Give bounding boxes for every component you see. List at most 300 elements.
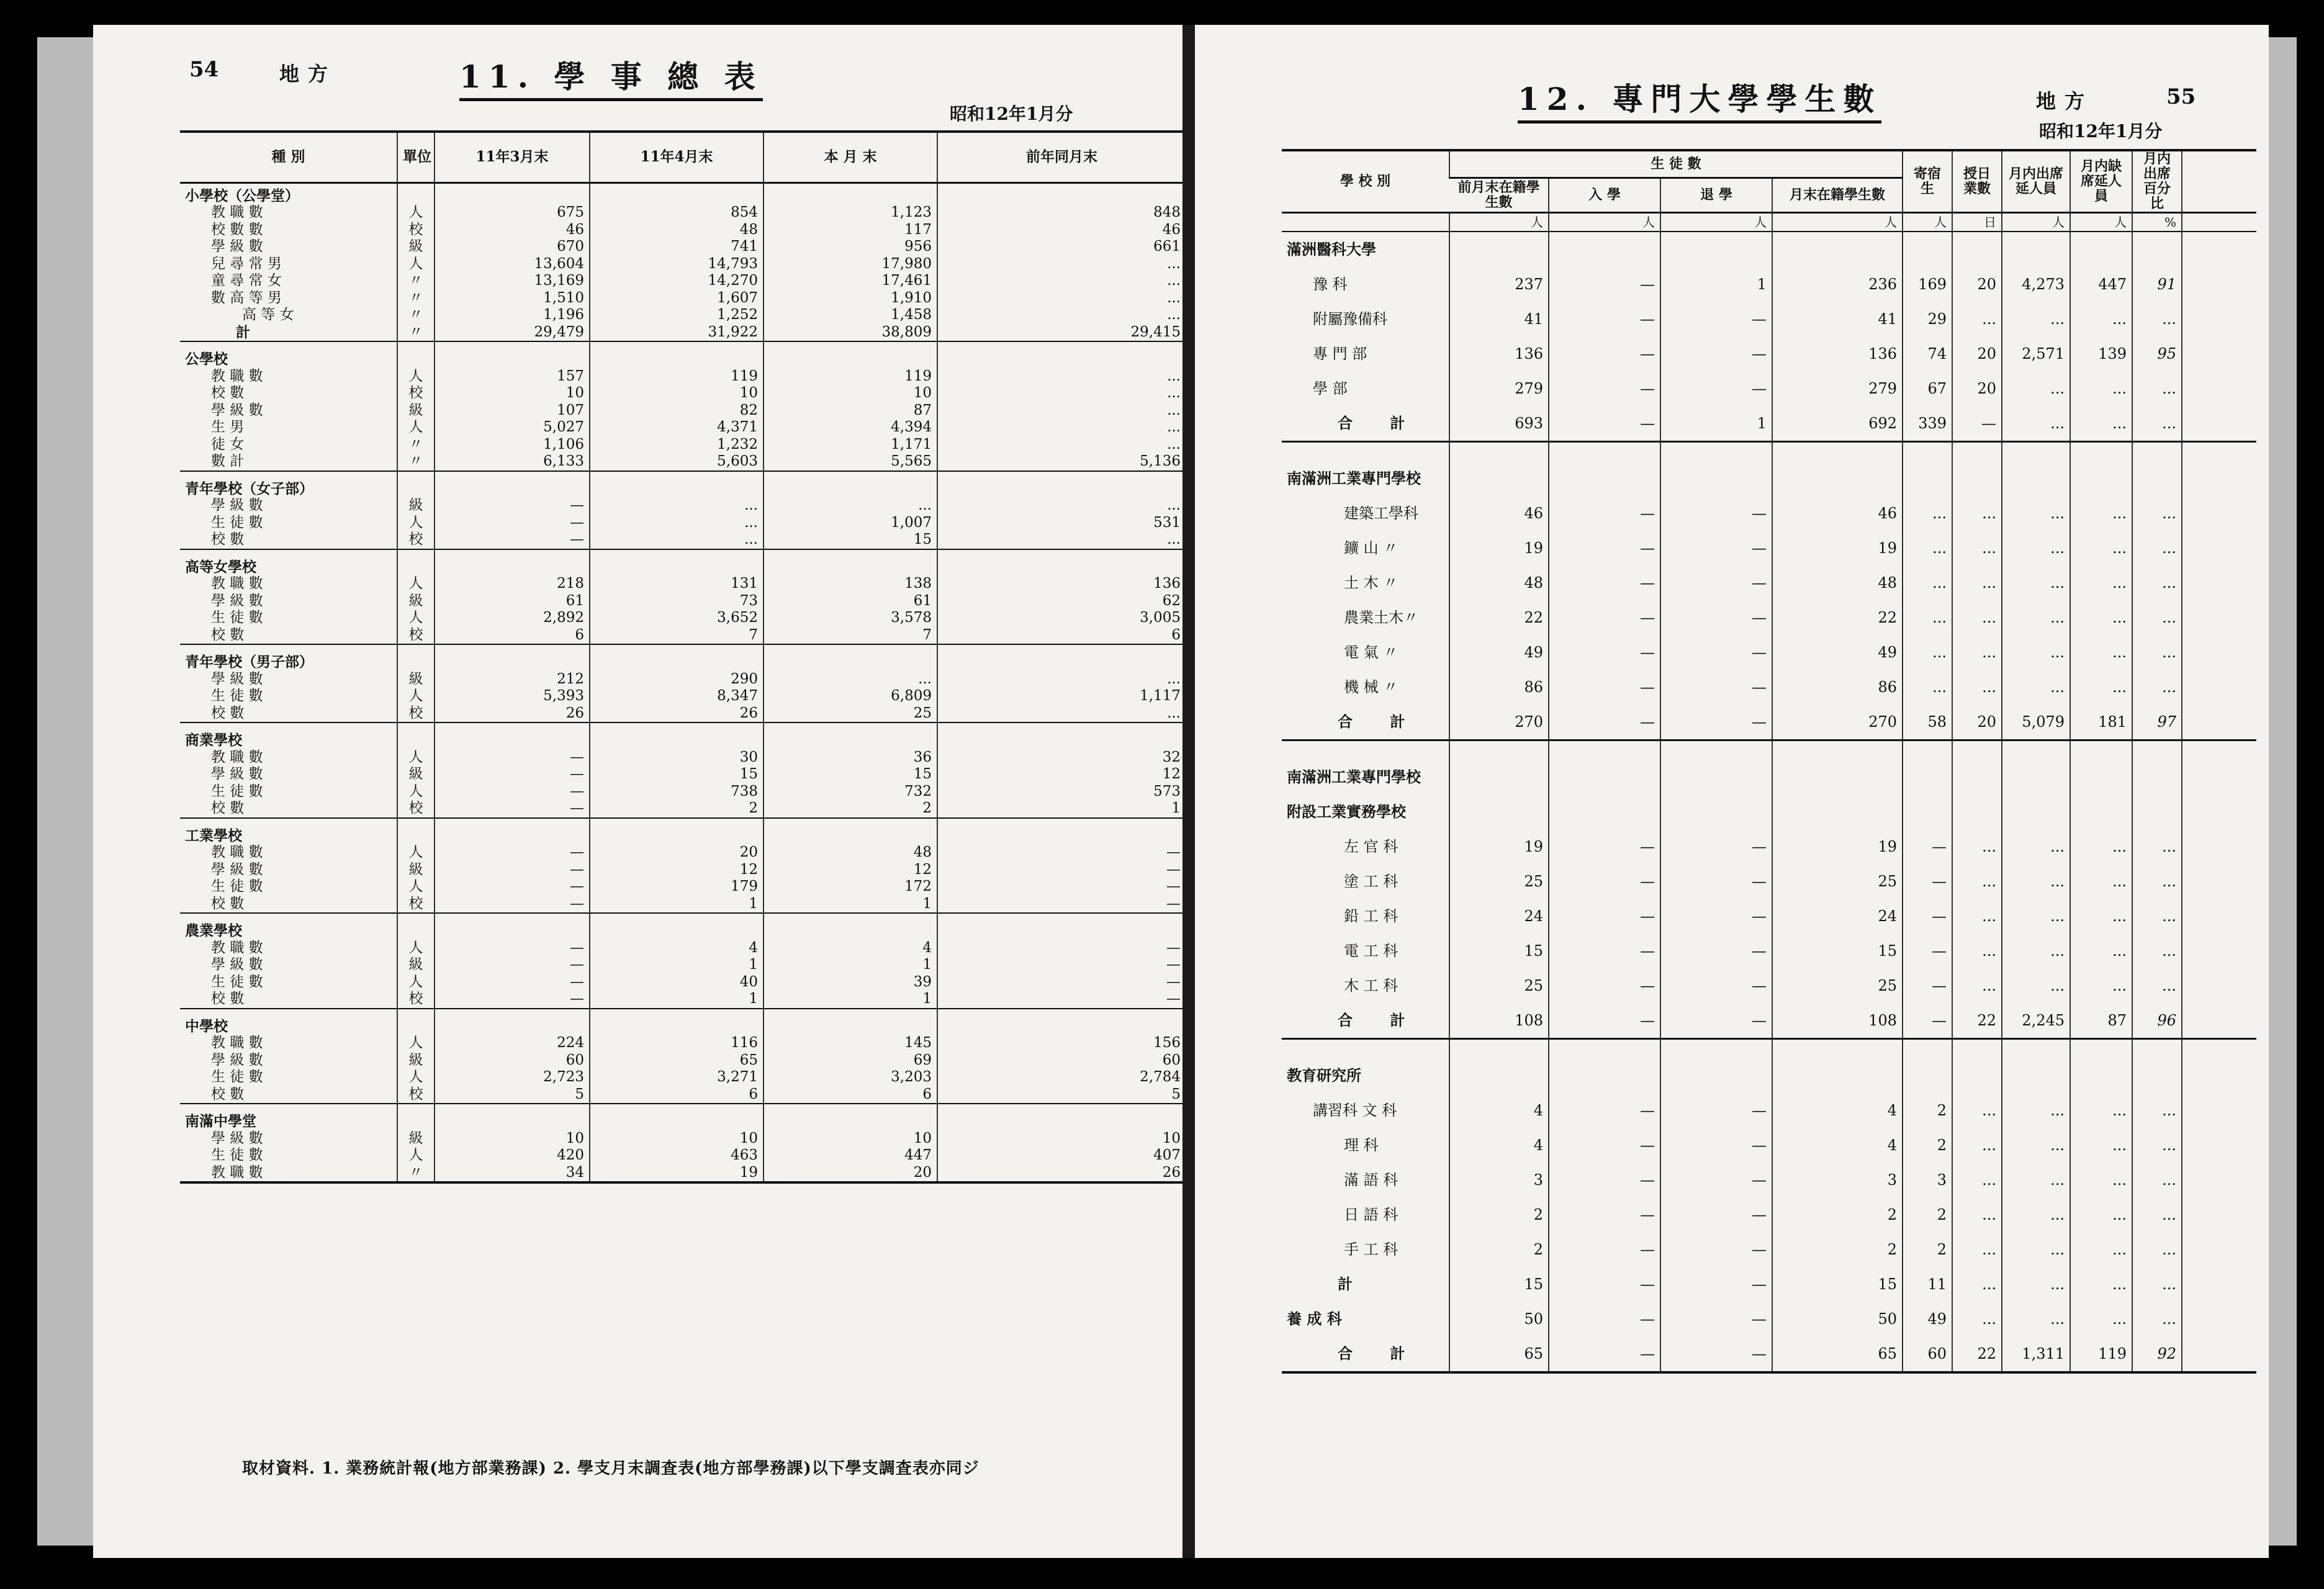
cell-value: 25 xyxy=(763,705,937,723)
col-header: 本 月 末 xyxy=(763,132,937,182)
cell-value: 3,652 xyxy=(590,610,763,627)
cell-value xyxy=(1660,441,1772,496)
row-label: 高等女學校 xyxy=(180,549,397,576)
cell-value xyxy=(2070,232,2132,267)
table-row xyxy=(180,238,1186,256)
table-row xyxy=(1282,600,2256,635)
page-title: 12. 專門大學學生數 xyxy=(1518,74,1881,124)
cell-value: 108 xyxy=(1449,1003,1549,1039)
cell-value: 6 xyxy=(937,627,1186,645)
cell-value: ... xyxy=(1952,1267,2002,1302)
cell-value xyxy=(2002,441,2070,496)
col-header: 退 學 xyxy=(1660,178,1772,212)
cell-value: 87 xyxy=(763,402,937,420)
row-label: 教 職 數 xyxy=(211,844,263,860)
cell-value: ... xyxy=(2132,1197,2182,1232)
cell-value: 25 xyxy=(1772,864,1903,899)
unit-row xyxy=(1282,212,2256,232)
row-unit: 人 xyxy=(397,256,435,273)
table-row xyxy=(1282,829,2256,864)
cell-value: — xyxy=(1549,1336,1660,1372)
row-label: 學 級 數 xyxy=(211,1130,263,1146)
cell-value xyxy=(1772,740,1903,794)
row-label: 合 計 xyxy=(1338,413,1421,432)
cell-value: — xyxy=(937,844,1186,862)
cell-value: 49 xyxy=(1903,1302,1952,1336)
cell-value: 30 xyxy=(590,749,763,767)
cell-value: 2 xyxy=(1449,1232,1549,1267)
cell-value: 6,809 xyxy=(763,688,937,705)
cell-value: 31,922 xyxy=(590,324,763,342)
cell-value: ... xyxy=(1903,496,1952,531)
row-unit xyxy=(397,341,435,368)
cell-value: 48 xyxy=(590,222,763,239)
row-label: 木 工 科 xyxy=(1344,976,1398,994)
cell-value xyxy=(435,1104,590,1130)
cell-value: ... xyxy=(1903,565,1952,600)
cell-value: 270 xyxy=(1449,704,1549,740)
row-label: 學 級 數 xyxy=(211,497,263,513)
row-label: 教 職 數 xyxy=(211,204,263,220)
cell-value: 50 xyxy=(1449,1302,1549,1336)
cell-value: ... xyxy=(937,402,1186,420)
row-label: 生 徒 數 xyxy=(211,973,263,990)
cell-value: — xyxy=(1549,1093,1660,1128)
table-row xyxy=(180,593,1186,610)
cell-value: 48 xyxy=(763,844,937,862)
cell-value: ... xyxy=(2070,496,2132,531)
row-label: 校 數 xyxy=(211,800,245,816)
cell-value: ... xyxy=(2002,829,2070,864)
cell-value: 1,007 xyxy=(763,515,937,532)
table-row xyxy=(180,368,1186,385)
cell-value: 26 xyxy=(435,705,590,723)
cell-value: 741 xyxy=(590,238,763,256)
cell-value: 22 xyxy=(1952,1336,2002,1372)
cell-value xyxy=(1449,232,1549,267)
page-number: 55 xyxy=(2166,84,2196,109)
table-row xyxy=(180,222,1186,239)
cell-value xyxy=(1903,740,1952,794)
cell-value: 279 xyxy=(1772,371,1903,406)
cell-value: 1,123 xyxy=(763,204,937,222)
row-unit: 校 xyxy=(397,385,435,402)
cell-value: 4 xyxy=(1772,1128,1903,1163)
table-row xyxy=(180,896,1186,914)
unit-label: % xyxy=(2132,212,2182,232)
row-unit: 校 xyxy=(397,627,435,645)
cell-value xyxy=(590,1009,763,1035)
table-row xyxy=(180,256,1186,273)
row-label: 學 級 數 xyxy=(211,592,263,609)
row-unit: 〃 xyxy=(397,324,435,342)
cell-value: 5,079 xyxy=(2002,704,2070,740)
cell-value: 17,980 xyxy=(763,256,937,273)
table-row xyxy=(1282,496,2256,531)
table-row xyxy=(180,644,1186,671)
cell-value xyxy=(937,471,1186,498)
cell-value xyxy=(937,1104,1186,1130)
cell-value: ... xyxy=(2132,1302,2182,1336)
cell-value: 5,136 xyxy=(937,453,1186,471)
cell-value: ... xyxy=(2070,406,2132,442)
cell-value: ... xyxy=(2132,1267,2182,1302)
table-row xyxy=(1282,1163,2256,1197)
cell-value: 692 xyxy=(1772,406,1903,442)
cell-value: — xyxy=(1660,496,1772,531)
cell-value: 87 xyxy=(2070,1003,2132,1039)
cell-value: ... xyxy=(2070,565,2132,600)
row-label: 徒 女 xyxy=(211,436,245,452)
cell-value: — xyxy=(1660,1302,1772,1336)
cell-value: 693 xyxy=(1449,406,1549,442)
cell-value xyxy=(435,913,590,940)
row-unit: 級 xyxy=(397,1052,435,1069)
cell-value xyxy=(763,471,937,498)
cell-value: 61 xyxy=(435,593,590,610)
cell-value: ... xyxy=(2002,302,2070,336)
cell-value xyxy=(1660,740,1772,794)
cell-value xyxy=(2070,441,2132,496)
cell-value xyxy=(590,549,763,576)
cell-value: ... xyxy=(2002,1197,2070,1232)
cell-value: ... xyxy=(2002,406,2070,442)
col-header: 單位 xyxy=(397,132,435,182)
cell-value: 181 xyxy=(2070,704,2132,740)
cell-value: 58 xyxy=(1903,704,1952,740)
cell-value: ... xyxy=(2070,371,2132,406)
cell-value: — xyxy=(1660,670,1772,704)
cell-value: 6 xyxy=(590,1086,763,1104)
row-label: 農業土木〃 xyxy=(1344,608,1418,626)
row-label: 校 數 xyxy=(211,991,245,1007)
cell-value: ... xyxy=(937,256,1186,273)
cell-value: — xyxy=(1549,496,1660,531)
cell-value: ... xyxy=(2070,1163,2132,1197)
cell-value: 15 xyxy=(1449,1267,1549,1302)
row-label: 養 成 科 xyxy=(1287,1309,1342,1328)
row-unit xyxy=(397,818,435,845)
table-row xyxy=(180,783,1186,801)
cell-value: 92 xyxy=(2132,1336,2182,1372)
table-row xyxy=(180,878,1186,896)
cell-value: 1,510 xyxy=(435,290,590,307)
table-row xyxy=(1282,1128,2256,1163)
cell-value: — xyxy=(937,862,1186,879)
table-row xyxy=(180,575,1186,593)
cell-value: — xyxy=(435,844,590,862)
table-row xyxy=(180,385,1186,402)
cell-value: 573 xyxy=(937,783,1186,801)
row-unit: 校 xyxy=(397,1086,435,1104)
col-header: 月内出席百分比 xyxy=(2132,150,2182,212)
cell-value: ... xyxy=(2002,1267,2070,1302)
cell-value: 463 xyxy=(590,1147,763,1164)
cell-value: — xyxy=(435,940,590,957)
cell-value: 138 xyxy=(763,575,937,593)
table-row xyxy=(1282,1336,2256,1372)
row-label: 合 計 xyxy=(1338,1011,1421,1029)
row-label: 塗 工 科 xyxy=(1344,872,1398,890)
col-header: 月末在籍學生數 xyxy=(1772,178,1903,212)
cell-value: — xyxy=(1903,1003,1952,1039)
cell-value xyxy=(1772,1038,1903,1093)
running-head: 地方 xyxy=(2036,89,2094,113)
row-label: 校 數 xyxy=(211,385,245,401)
row-unit: 人 xyxy=(397,610,435,627)
cell-value: 139 xyxy=(2070,336,2132,371)
cell-value: — xyxy=(1549,371,1660,406)
cell-value: 5,603 xyxy=(590,453,763,471)
row-label: 教育研究所 xyxy=(1282,1038,1449,1093)
cell-value: ... xyxy=(2070,1128,2132,1163)
cell-value: ... xyxy=(2002,934,2070,968)
cell-value xyxy=(435,471,590,498)
cell-value xyxy=(2070,740,2132,794)
table-row xyxy=(1282,232,2256,267)
cell-value: ... xyxy=(1952,1197,2002,1232)
cell-value xyxy=(590,722,763,749)
cell-value: 73 xyxy=(590,593,763,610)
cell-value: 15 xyxy=(590,766,763,783)
table-row xyxy=(180,272,1186,290)
row-label: 合 計 xyxy=(1338,1344,1421,1362)
cell-value: — xyxy=(1549,670,1660,704)
col-header: 前月末在籍學生數 xyxy=(1449,178,1549,212)
cell-value: ... xyxy=(2002,864,2070,899)
cell-value xyxy=(1449,1038,1549,1093)
cell-value: ... xyxy=(2002,1128,2070,1163)
row-label: 合 計 xyxy=(1338,712,1421,731)
row-unit: 〃 xyxy=(397,453,435,471)
cell-value: ... xyxy=(2070,1302,2132,1336)
table-row xyxy=(1282,565,2256,600)
col-header: 種 別 xyxy=(180,132,397,182)
table-row xyxy=(1282,336,2256,371)
cell-value: 4,273 xyxy=(2002,267,2070,302)
cell-value xyxy=(763,818,937,845)
cell-value: 2 xyxy=(1903,1093,1952,1128)
cell-value: ... xyxy=(763,671,937,688)
cell-value: 6 xyxy=(763,1086,937,1104)
cell-value: ... xyxy=(2132,670,2182,704)
row-label: 校 數 數 xyxy=(211,221,263,238)
cell-value: ... xyxy=(2132,600,2182,635)
cell-value: — xyxy=(1660,934,1772,968)
table-row xyxy=(180,471,1186,498)
cell-value xyxy=(937,341,1186,368)
cell-value: ... xyxy=(937,436,1186,454)
row-label: 童 尋 常 女 xyxy=(211,272,282,289)
cell-value: 4 xyxy=(1772,1093,1903,1128)
table-row xyxy=(1282,441,2256,496)
row-unit: 〃 xyxy=(397,307,435,324)
cell-value xyxy=(1772,232,1903,267)
cell-value: 2 xyxy=(1772,1232,1903,1267)
cell-value xyxy=(1952,1038,2002,1093)
cell-value xyxy=(2132,232,2182,267)
cell-value: 15 xyxy=(1772,934,1903,968)
cell-value: 96 xyxy=(2132,1003,2182,1039)
cell-value: 13,604 xyxy=(435,256,590,273)
col-header: 寄宿生 xyxy=(1903,150,1952,212)
cell-value: 5,027 xyxy=(435,419,590,436)
cell-value: 2 xyxy=(1903,1128,1952,1163)
cell-value xyxy=(763,1009,937,1035)
cell-value: — xyxy=(1549,1003,1660,1039)
cell-value: ... xyxy=(2070,934,2132,968)
cell-value: 40 xyxy=(590,974,763,991)
cell-value: ... xyxy=(2132,496,2182,531)
table-row xyxy=(180,671,1186,688)
col-header: 月内缺席延人員 xyxy=(2070,150,2132,212)
cell-value xyxy=(2002,794,2070,829)
cell-value xyxy=(590,471,763,498)
cell-value: — xyxy=(435,766,590,783)
cell-value: 14,793 xyxy=(590,256,763,273)
cell-value: ... xyxy=(2132,371,2182,406)
cell-value: 82 xyxy=(590,402,763,420)
unit-label: 日 xyxy=(1952,212,2002,232)
cell-value: — xyxy=(435,878,590,896)
table-row xyxy=(1282,1038,2256,1093)
cell-value: ... xyxy=(1952,531,2002,565)
cell-value: 172 xyxy=(763,878,937,896)
cell-value: ... xyxy=(2132,1232,2182,1267)
row-unit: 人 xyxy=(397,783,435,801)
cell-value: ... xyxy=(2002,635,2070,670)
cell-value xyxy=(1549,441,1660,496)
cell-value: 60 xyxy=(435,1052,590,1069)
table-row xyxy=(180,913,1186,940)
row-label: 南滿中學堂 xyxy=(180,1104,397,1130)
cell-value: ... xyxy=(937,531,1186,549)
row-unit: 級 xyxy=(397,238,435,256)
table-row xyxy=(180,402,1186,420)
row-label: 商業學校 xyxy=(180,722,397,749)
cell-value: — xyxy=(1549,635,1660,670)
cell-value: ... xyxy=(1952,565,2002,600)
cell-value: 420 xyxy=(435,1147,590,1164)
cell-value: 4 xyxy=(1449,1128,1549,1163)
row-unit: 人 xyxy=(397,204,435,222)
cell-value: 1 xyxy=(590,896,763,914)
cell-value: 65 xyxy=(1772,1336,1903,1372)
table-row xyxy=(180,1086,1186,1104)
row-unit: 校 xyxy=(397,222,435,239)
table-row xyxy=(180,204,1186,222)
cell-value: 8,347 xyxy=(590,688,763,705)
cell-value: ... xyxy=(1952,1302,2002,1336)
table-row xyxy=(1282,864,2256,899)
cell-value: 2 xyxy=(1772,1197,1903,1232)
cell-value: — xyxy=(1660,1267,1772,1302)
cell-value: — xyxy=(435,749,590,767)
cell-value: ... xyxy=(937,705,1186,723)
cell-value: 15 xyxy=(763,531,937,549)
row-label: 校 數 xyxy=(211,895,245,912)
cell-value: 29,479 xyxy=(435,324,590,342)
cell-value: 738 xyxy=(590,783,763,801)
cell-value xyxy=(590,818,763,845)
cell-value: ... xyxy=(1952,899,2002,934)
cell-value: — xyxy=(1549,968,1660,1003)
table-row xyxy=(1282,968,2256,1003)
cell-value: 119 xyxy=(2070,1336,2132,1372)
cell-value: 732 xyxy=(763,783,937,801)
cell-value: — xyxy=(1660,1128,1772,1163)
cell-value: ... xyxy=(2002,1093,2070,1128)
cell-value xyxy=(1549,740,1660,794)
row-label: 手 工 科 xyxy=(1344,1240,1398,1258)
unit-label: 人 xyxy=(2002,212,2070,232)
table-row xyxy=(180,1009,1186,1035)
cell-value: — xyxy=(1660,336,1772,371)
cell-value xyxy=(435,549,590,576)
row-label: 學 級 數 xyxy=(211,238,263,254)
cell-value: 62 xyxy=(937,593,1186,610)
row-unit xyxy=(397,644,435,671)
cell-value xyxy=(590,341,763,368)
cell-value: — xyxy=(1660,371,1772,406)
row-label: 校 數 xyxy=(211,531,245,547)
row-label: 鑛 山 〃 xyxy=(1344,539,1398,557)
row-label: 公學校 xyxy=(180,341,397,368)
cell-value xyxy=(2002,232,2070,267)
cell-value: 46 xyxy=(1772,496,1903,531)
cell-value: — xyxy=(1952,406,2002,442)
cell-value: 3 xyxy=(1449,1163,1549,1197)
cell-value xyxy=(1660,794,1772,829)
row-label: 理 科 xyxy=(1344,1136,1379,1154)
cell-value: 65 xyxy=(590,1052,763,1069)
cell-value: 4 xyxy=(763,940,937,957)
cell-value xyxy=(763,549,937,576)
row-label: 教 職 數 xyxy=(211,749,263,765)
table-row xyxy=(180,436,1186,454)
footnote: 取材資料. 1. 業務統計報(地方部業務課) 2. 學支月末調査表(地方部學務課)以下學支調査表亦同ジ xyxy=(242,1459,980,1478)
row-label: 教 職 數 xyxy=(211,939,263,956)
row-unit: 校 xyxy=(397,800,435,818)
cell-value: — xyxy=(1660,1163,1772,1197)
cell-value: 4 xyxy=(1449,1093,1549,1128)
cell-value: 26 xyxy=(590,705,763,723)
table-row xyxy=(180,705,1186,723)
cell-value: 91 xyxy=(2132,267,2182,302)
cell-value: 24 xyxy=(1449,899,1549,934)
row-unit: 人 xyxy=(397,688,435,705)
cell-value xyxy=(2070,794,2132,829)
cell-value: ... xyxy=(2070,864,2132,899)
cell-value: 29 xyxy=(1903,302,1952,336)
row-unit: 人 xyxy=(397,515,435,532)
cell-value: 65 xyxy=(1449,1336,1549,1372)
cell-value: 956 xyxy=(763,238,937,256)
cell-value: 10 xyxy=(763,385,937,402)
cell-value: 1,458 xyxy=(763,307,937,324)
cell-value: — xyxy=(1660,829,1772,864)
cell-value xyxy=(590,1104,763,1130)
cell-value: — xyxy=(937,940,1186,957)
cell-value: 20 xyxy=(590,844,763,862)
cell-value: — xyxy=(1549,302,1660,336)
row-label: 講習科 文 科 xyxy=(1313,1101,1397,1119)
cell-value: 60 xyxy=(937,1052,1186,1069)
row-label: 校 數 xyxy=(211,1086,245,1102)
cell-value: 10 xyxy=(937,1130,1186,1148)
cell-value: ... xyxy=(2002,496,2070,531)
cell-value: 290 xyxy=(590,671,763,688)
